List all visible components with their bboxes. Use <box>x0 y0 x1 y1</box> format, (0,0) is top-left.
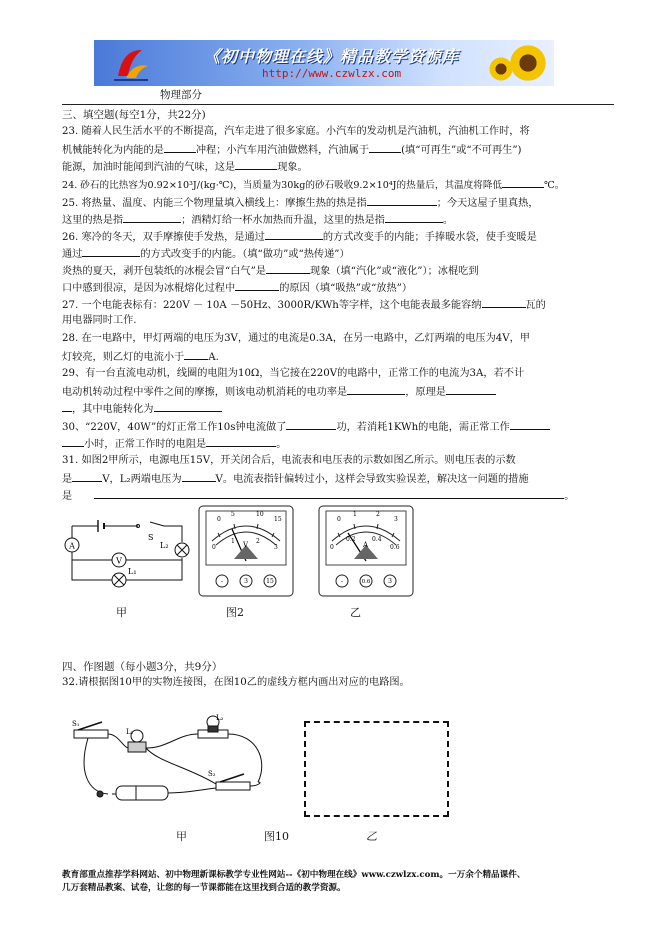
blank[interactable] <box>235 159 277 170</box>
lamp-l1-label: L₁ <box>126 728 134 736</box>
q26-line3: 炎热的夏天，剥开包装纸的冰棍会冒“白气”是 现象（填“汽化”或“液化”）；冰棍吃到 <box>62 263 479 278</box>
q29-line1: 29、有一台直流电动机，线圈的电阻为10Ω，当它接在220V的电路中，正常工作的电流为3A，若不计 <box>62 368 525 379</box>
blank[interactable] <box>184 349 208 360</box>
fig10-caption: 图10 <box>264 830 289 843</box>
q27-line1: 27. 一个电能表标有：220V － 10A －50Hz、3000R/KWh等字样，这个电能表最多能容纳 瓦的 <box>62 297 546 312</box>
dial-label: 2 <box>376 511 380 518</box>
dial-label: 1 <box>231 538 235 545</box>
header-divider <box>62 104 614 105</box>
dial-label: 0.4 <box>372 536 382 543</box>
terminal-label: - <box>220 578 224 585</box>
terminal-label: 15 <box>266 578 274 585</box>
switch-s2-label: S₂ <box>208 770 216 778</box>
q23-line2: 机械能转化为内能的是 冲程；小汽车用汽油做燃料，汽油属于 (填“可再生”或“不可再生”) <box>62 142 522 157</box>
banner-url[interactable]: http://www.czwlzx.com <box>262 67 402 80</box>
q28-line1: 28. 在一电路中，甲灯两端的电压为3V，通过的电流是0.3A，在另一电路中，乙灯两端的电压为4V，甲 <box>62 333 530 344</box>
blank[interactable] <box>446 384 496 395</box>
terminal-label: 3 <box>244 578 248 585</box>
q24-line: 24. 砂石的比热容为0.92×10³J/(kg·℃)，当质量为30kg的砂石吸收9.2×10⁴J的热量后，其温度将降低 ℃。 <box>62 177 564 192</box>
fig2-caption-jia: 甲 <box>116 606 127 619</box>
blank[interactable] <box>82 246 140 257</box>
fig10-caption-yi: 乙 <box>366 830 377 843</box>
q32-text: 32.请根据图10甲的实物连接图，在图10乙的虚线方框内画出对应的电路图。 <box>62 677 410 688</box>
physical-circuit-fig10 <box>68 712 278 812</box>
voltmeter-dial <box>198 505 294 597</box>
q26-line2: 通过 的方式改变手的内能。（填“做功”或“热传递”） <box>62 246 350 261</box>
ammeter-label: A <box>69 541 75 551</box>
blank[interactable] <box>369 142 401 153</box>
logo-icon <box>112 46 150 82</box>
dial-label: 3 <box>274 544 278 551</box>
banner-title: 《初中物理在线》精品教学资源库 <box>204 47 460 66</box>
blank[interactable] <box>206 436 276 447</box>
switch-s1-label: S₁ <box>72 720 80 728</box>
dial-label: 0 <box>217 516 221 523</box>
dial-label: 10 <box>256 511 264 518</box>
section3-heading: 三、填空题(每空1分，共22分) <box>62 109 206 121</box>
banner <box>94 40 554 86</box>
q28-line2: 灯较亮，则乙灯的电流小于 A. <box>62 349 219 364</box>
blank[interactable] <box>265 229 323 240</box>
drawing-box-dashed[interactable] <box>304 721 449 817</box>
circuit-diagram-fig2 <box>64 512 194 594</box>
q31-line1: 31. 如图2甲所示，电源电压15V，开关闭合后，电流表和电压表的示数如图乙所示。则电压表的示数 <box>62 455 516 466</box>
section4-heading: 四、作图题（每小题3分，共9分） <box>62 661 223 673</box>
q30-line2: 小时，正常工作时的电阻是 。 <box>62 436 286 451</box>
blank[interactable] <box>266 263 310 274</box>
q29-line3: ，其中电能转化为 <box>62 401 222 416</box>
blank[interactable] <box>286 419 336 430</box>
dial-unit: V <box>243 541 249 549</box>
dial-label: 0.2 <box>346 536 356 543</box>
blank[interactable] <box>62 401 72 412</box>
blank[interactable] <box>502 177 544 188</box>
blank[interactable] <box>347 384 405 395</box>
blank[interactable] <box>385 212 443 223</box>
blank[interactable] <box>62 436 84 447</box>
dial-label: 0 <box>337 516 341 523</box>
voltmeter-label: V <box>116 556 122 566</box>
fig10-caption-jia: 甲 <box>176 830 187 843</box>
footer-line1: 教育部重点推荐学科网站、初中物理新课标教学专业性网站--《初中物理在线》www.czwlzx.com。一万余个精品课件、 <box>62 870 526 880</box>
q31-line2: 是 V，L₂两端电压为 V。电流表指针偏转过小，这样会导致实验误差，解决这一问题的措施 <box>62 471 529 486</box>
dial-unit: A <box>363 541 369 549</box>
fig2-caption: 图2 <box>226 606 244 619</box>
lamp-l1-label: L₁ <box>128 567 137 576</box>
switch-label: S <box>148 533 154 542</box>
dial-label: 5 <box>231 511 235 518</box>
dial-label: 0.6 <box>390 544 400 551</box>
lamp-l2-label: L₂ <box>216 714 224 722</box>
blank[interactable] <box>154 401 222 412</box>
dial-label: 3 <box>394 516 398 523</box>
dial-label: 0 <box>212 544 216 551</box>
dial-label: 15 <box>274 516 282 523</box>
terminal-label: 0.6 <box>361 579 371 585</box>
fig2-caption-yi: 乙 <box>350 606 361 619</box>
blank[interactable] <box>235 280 279 291</box>
q23-line1: 23. 随着人民生活水平的不断提高，汽车走进了很多家庭。小汽车的发动机是汽油机，汽油机工作时，将 <box>62 126 530 137</box>
blank[interactable] <box>94 488 564 499</box>
footer-line2: 几万套精品教案、试卷，让您的每一节课都能在这里找到合适的教学资源。 <box>62 883 346 893</box>
subject-title: 物理部分 <box>160 89 202 101</box>
q31-line3: 是 。 <box>62 488 574 503</box>
blank[interactable] <box>72 471 102 482</box>
q30-line1: 30、“220V，40W”的灯正常工作10s钟电流做了 功，若消耗1KWh的电能，需正常工作 <box>62 419 550 434</box>
blank[interactable] <box>510 419 550 430</box>
q25-line1: 25. 将热量、温度、内能三个物理量填入横线上：摩擦生热的热是指 ；今天这屋子里真热， <box>62 195 539 210</box>
blank[interactable] <box>482 297 526 308</box>
dial-label: 2 <box>256 538 260 545</box>
blank[interactable] <box>182 471 216 482</box>
q29-line2: 电动机转动过程中零件之间的摩擦，则该电动机消耗的电功率是 ，原理是 <box>62 384 496 399</box>
q26-line4: 口中感到很凉，是因为冰棍熔化过程中 的原因（填“吸热”或“放热”） <box>62 280 412 295</box>
blank[interactable] <box>164 142 196 153</box>
q27-line2: 用电器同时工作. <box>62 315 137 326</box>
ammeter-dial <box>318 505 414 597</box>
blank[interactable] <box>367 195 437 206</box>
terminal-label: - <box>340 578 344 585</box>
q26-line1: 26. 寒冷的冬天，双手摩擦使手发热，是通过 的方式改变手的内能；手捧暖水袋，使手变暖是 <box>62 229 537 244</box>
terminal-label: 3 <box>388 578 392 585</box>
dial-label: 1 <box>353 511 357 518</box>
q23-line3: 能源，加油时能闻到汽油的气味，这是 现象。 <box>62 159 308 174</box>
blank[interactable] <box>123 212 181 223</box>
dial-label: 0 <box>330 544 334 551</box>
lamp-l2-label: L₂ <box>160 541 169 550</box>
q25-line2: 这里的热是指 ；酒精灯给一杯水加热而升温，这里的热是指 。 <box>62 212 453 227</box>
sunflower-icon <box>508 43 548 83</box>
